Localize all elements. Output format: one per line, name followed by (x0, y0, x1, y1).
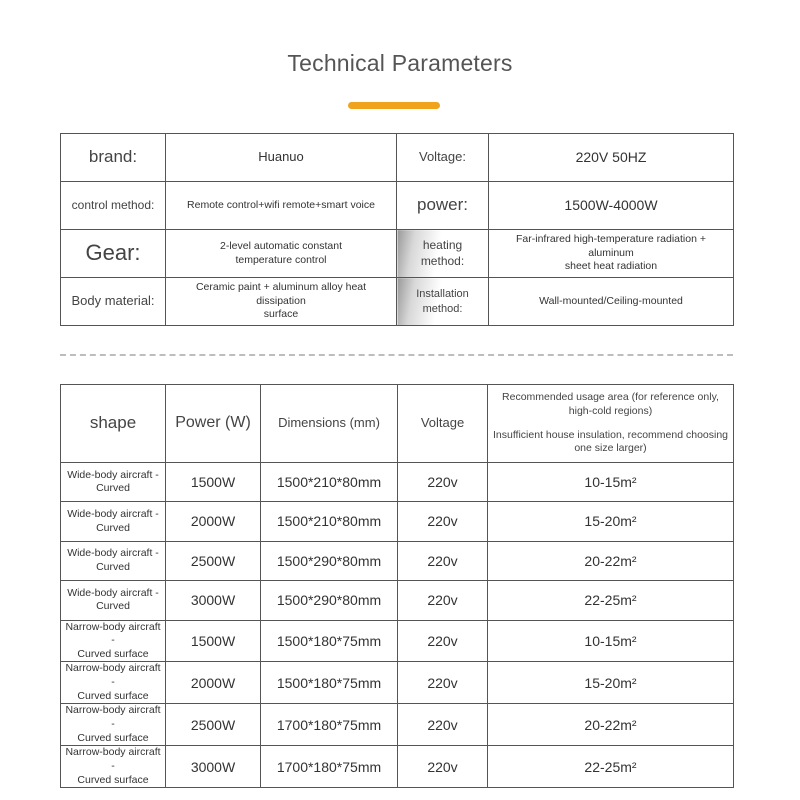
row-voltage: 220v (398, 502, 488, 541)
row-dimensions: 1500*290*80mm (261, 581, 398, 620)
header-area-line-1: Recommended usage area (for reference only, (502, 391, 719, 404)
row-dimensions: 1500*180*75mm (261, 620, 398, 662)
row-shape (61, 502, 166, 541)
gear-value-line-2: temperature control (235, 253, 327, 266)
header-usage-area (488, 385, 734, 463)
spec-table (60, 133, 734, 326)
row-voltage: 220v (398, 662, 488, 704)
gear-value (166, 230, 397, 278)
row-dimensions: 1500*180*75mm (261, 662, 398, 704)
row-power: 2500W (166, 704, 261, 746)
voltage-value: 220V 50HZ (489, 134, 734, 182)
row-dimensions: 1500*290*80mm (261, 541, 398, 580)
row-shape-line-2: Curved (96, 600, 130, 613)
gear-value-line-1: 2-level automatic constant (220, 239, 342, 252)
control-method-label: control method: (61, 182, 166, 230)
header-shape: shape (61, 385, 166, 463)
row-usage-area: 22-25m² (488, 746, 734, 788)
dashed-divider (60, 354, 733, 356)
row-usage-area: 10-15m² (488, 620, 734, 662)
row-voltage: 220v (398, 746, 488, 788)
row-dimensions: 1700*180*75mm (261, 704, 398, 746)
row-dimensions: 1700*180*75mm (261, 746, 398, 788)
installation-label-line-1: Installation (416, 288, 469, 301)
row-shape-line-2: Curved surface (77, 647, 149, 660)
row-shape-line-1: Wide-body aircraft - (67, 586, 159, 599)
gear-label: Gear: (61, 230, 166, 278)
size-table-header (61, 385, 734, 463)
row-power: 3000W (166, 746, 261, 788)
header-power: Power (W) (166, 385, 261, 463)
table-row (61, 620, 734, 662)
row-usage-area: 20-22m² (488, 704, 734, 746)
table-row (61, 662, 734, 704)
row-power: 2000W (166, 662, 261, 704)
row-shape-line-2: Curved surface (77, 689, 149, 702)
row-shape (61, 620, 166, 662)
table-row (61, 581, 734, 620)
installation-method-value: Wall-mounted/Ceiling-mounted (489, 278, 734, 326)
brand-label: brand: (61, 134, 166, 182)
body-value-line-2: surface (263, 308, 299, 321)
row-voltage: 220v (398, 620, 488, 662)
spec-row-control (61, 182, 734, 230)
size-table (60, 384, 734, 788)
header-area-line-3: Insufficient house insulation, recommend choosing (492, 428, 729, 441)
header-dimensions: Dimensions (mm) (261, 385, 398, 463)
row-shape-line-1: Narrow-body aircraft - (65, 620, 161, 647)
page-title: Technical Parameters (287, 50, 513, 76)
row-usage-area: 10-15m² (488, 463, 734, 502)
row-usage-area: 15-20m² (488, 662, 734, 704)
heating-method-label: heating method: (397, 230, 489, 278)
row-shape-line-1: Wide-body aircraft - (67, 468, 159, 481)
row-shape-line-2: Curved surface (77, 731, 149, 744)
row-shape-line-2: Curved surface (77, 773, 149, 786)
row-shape-line-2: Curved (96, 482, 130, 495)
row-power: 3000W (166, 581, 261, 620)
row-voltage: 220v (398, 463, 488, 502)
row-shape-line-1: Narrow-body aircraft - (65, 662, 161, 689)
row-power: 2000W (166, 502, 261, 541)
table-row (61, 704, 734, 746)
body-material-value (166, 278, 397, 326)
row-usage-area: 20-22m² (488, 541, 734, 580)
header-area-line-4: one size larger) (574, 442, 647, 455)
heating-method-value (489, 230, 734, 278)
row-shape-line-1: Wide-body aircraft - (67, 547, 159, 560)
row-voltage: 220v (398, 704, 488, 746)
row-power: 1500W (166, 620, 261, 662)
power-value: 1500W-4000W (489, 182, 734, 230)
installation-method-label (397, 278, 489, 326)
row-shape-line-1: Narrow-body aircraft - (65, 704, 161, 731)
spec-row-brand (61, 134, 734, 182)
spec-row-gear (61, 230, 734, 278)
row-shape-line-2: Curved (96, 560, 130, 573)
row-shape (61, 746, 166, 788)
header-area-line-2: high-cold regions) (568, 404, 653, 417)
size-table-body (61, 463, 734, 788)
table-row (61, 463, 734, 502)
body-value-line-1: Ceramic paint + aluminum alloy heat dissipation (195, 281, 367, 307)
body-material-label: Body material: (61, 278, 166, 326)
header-voltage: Voltage (398, 385, 488, 463)
row-shape (61, 541, 166, 580)
row-shape (61, 581, 166, 620)
table-row (61, 502, 734, 541)
installation-label-line-2: method: (422, 302, 463, 315)
title-accent-bar (348, 102, 440, 109)
heating-value-line-1: Far-infrared high-temperature radiation + aluminum (516, 233, 706, 259)
table-row (61, 746, 734, 788)
table-row (61, 541, 734, 580)
row-power: 2500W (166, 541, 261, 580)
voltage-label: Voltage: (397, 134, 489, 182)
heating-value-line-2: sheet heat radiation (564, 260, 658, 273)
row-shape-line-2: Curved (96, 521, 130, 534)
row-dimensions: 1500*210*80mm (261, 463, 398, 502)
control-method-value: Remote control+wifi remote+smart voice (166, 182, 397, 230)
row-power: 1500W (166, 463, 261, 502)
row-voltage: 220v (398, 541, 488, 580)
row-dimensions: 1500*210*80mm (261, 502, 398, 541)
row-shape-line-1: Wide-body aircraft - (67, 507, 159, 520)
brand-value: Huanuo (166, 134, 397, 182)
row-usage-area: 22-25m² (488, 581, 734, 620)
row-voltage: 220v (398, 581, 488, 620)
row-shape (61, 704, 166, 746)
spec-row-body (61, 278, 734, 326)
power-label: power: (397, 182, 489, 230)
row-usage-area: 15-20m² (488, 502, 734, 541)
row-shape (61, 463, 166, 502)
row-shape-line-1: Narrow-body aircraft - (65, 746, 161, 772)
row-shape (61, 662, 166, 704)
